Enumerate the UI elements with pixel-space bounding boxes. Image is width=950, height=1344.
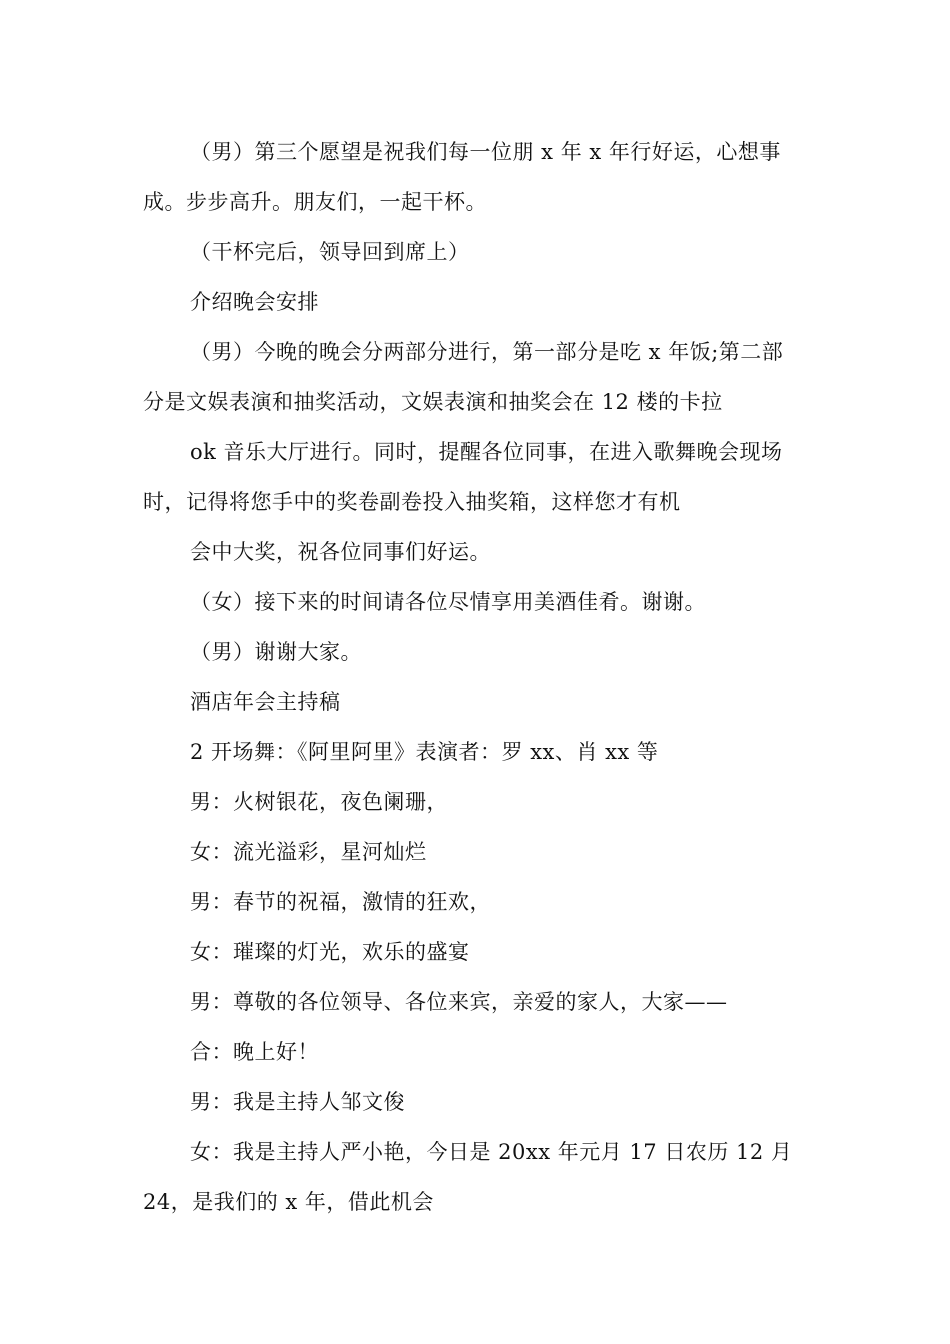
text-line: 合：晚上好！ [190, 1040, 319, 1064]
text-line: 男：火树银花，夜色阑珊， [190, 790, 448, 814]
text-line: 2 开场舞：《阿里阿里》表演者：罗 xx、肖 xx 等 [190, 740, 659, 764]
text-line: （男）谢谢大家。 [190, 640, 362, 664]
text-line: （男）第三个愿望是祝我们每一位朋 x 年 x 年行好运，心想事 [190, 140, 781, 164]
text-line: 女：璀璨的灯光，欢乐的盛宴 [190, 940, 470, 964]
text-line: （干杯完后，领导回到席上） [190, 240, 470, 264]
text-line: 男：我是主持人邹文俊 [190, 1090, 405, 1114]
text-line: 会中大奖，祝各位同事们好运。 [190, 540, 491, 564]
section-heading: 酒店年会主持稿 [190, 690, 341, 714]
text-line: 24，是我们的 x 年，借此机会 [143, 1190, 434, 1214]
text-line: 男：春节的祝福，激情的狂欢， [190, 890, 491, 914]
text-line: 女：我是主持人严小艳，今日是 20xx 年元月 17 日农历 12 月 [190, 1140, 793, 1164]
section-heading: 介绍晚会安排 [190, 290, 319, 314]
text-line: （女）接下来的时间请各位尽情享用美酒佳肴。谢谢。 [190, 590, 706, 614]
text-line: ok 音乐大厅进行。同时，提醒各位同事，在进入歌舞晚会现场 [190, 440, 783, 464]
text-line: 女：流光溢彩，星河灿烂 [190, 840, 427, 864]
text-line: 男：尊敬的各位领导、各位来宾，亲爱的家人，大家—— [190, 990, 728, 1014]
text-line: 分是文娱表演和抽奖活动，文娱表演和抽奖会在 12 楼的卡拉 [143, 390, 723, 414]
text-line: 时，记得将您手中的奖卷副卷投入抽奖箱，这样您才有机 [143, 490, 681, 514]
text-line: （男）今晚的晚会分两部分进行，第一部分是吃 x 年饭;第二部 [190, 340, 784, 364]
text-line: 成。步步高升。朋友们，一起干杯。 [143, 190, 487, 214]
